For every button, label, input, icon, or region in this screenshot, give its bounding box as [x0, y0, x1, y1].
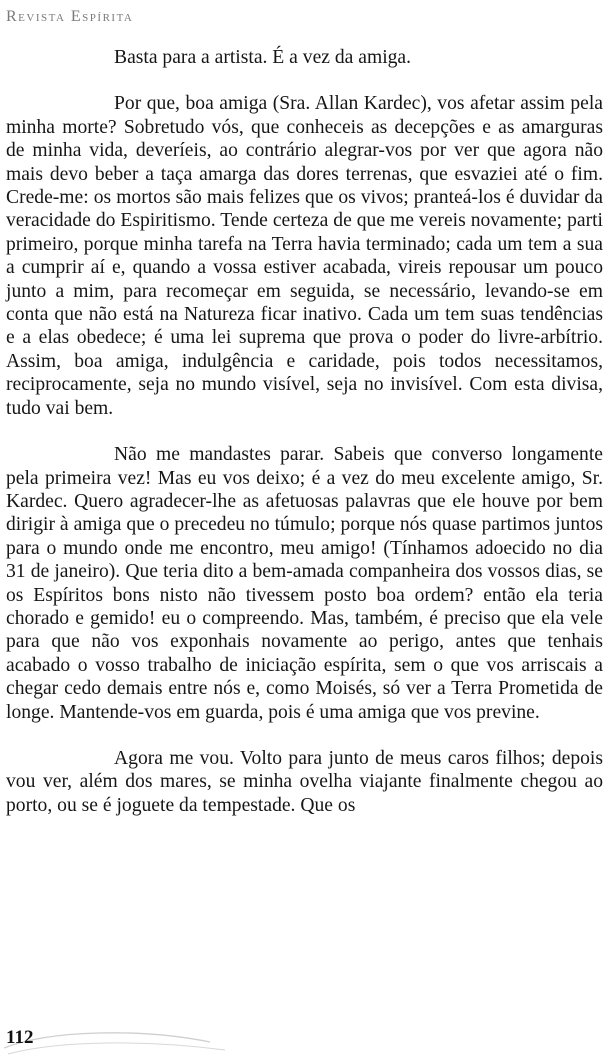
paragraph-opening: Basta para a artista. É a vez da amiga. — [114, 47, 412, 68]
running-header: Revista Espírita — [6, 8, 134, 25]
paragraph-farewell: Agora me vou. Volto para junto de meus caros filhos; depois vou ver, além dos mares, se minha ovelha viajante finalmente chegou ao porto, ou se é joguete da tempestade. Que os — [6, 747, 603, 816]
decorative-swoosh — [0, 1018, 230, 1059]
body-text — [6, 46, 603, 817]
paragraph-message-to-kardec: Não me mandastes parar. Sabeis que converso longamente pela primeira vez! Mas eu vos deixo; é a vez do meu excelente amigo, Sr. Kardec. Quero agradecer-lhe as afetuosas palavras que ele houve por bem dirigir à amiga que o precedeu no túmulo; porque nós quase partimos juntos para o mundo onde me encontro, meu amigo! (Tínhamos adoecido no dia 31 de janeiro). Que teria dito a bem-amada companheira dos vossos dias, se os Espíritos bons nisto não tivessem posto boa ordem? então ela teria chorado e gemido! eu o compreendo. Mas, também, é preciso que ela vele para que não vos exponhais novamente ao perigo, antes que tenhais acabado o vosso trabalho de iniciação espírita, sem o que vos arriscais a chegar cedo demais entre nós e, como Moisés, só ver a Terra Prometida de longe. Mantende-vos em guarda, pois é uma amiga que vos previne. — [6, 444, 603, 723]
page-number: 112 — [6, 1027, 34, 1048]
paragraph-message-to-friend: Por que, boa amiga (Sra. Allan Kardec), vos afetar assim pela minha morte? Sobretudo vós, que conheceis as decepções e as amarguras de minha vida, deveríeis, ao contrário alegrar-vos por ver que agora não mais devo beber a taça amarga das dores terrenas, que esvaziei até o fim. Crede-me: os mortos são mais felizes que os vivos; pranteá-los é duvidar da veracidade do Espiritismo. Tende certeza de que me vereis novamente; parti primeiro, porque minha tarefa na Terra havia terminado; cada um tem a sua a cumprir aí e, quando a vossa estiver acabada, vireis repousar um pouco junto a mim, para recomeçar em seguida, se necessário, levando-se em conta que não está na Natureza ficar inativo. Cada um tem suas tendências e a elas obedece; é uma lei suprema que prova o poder do livre-arbítrio. Assim, boa amiga, indulgência e caridade, pois todos necessitamos, reciprocamente, seja no mundo visível, seja no invisível. Com esta divisa, tudo vai bem. — [6, 93, 603, 419]
